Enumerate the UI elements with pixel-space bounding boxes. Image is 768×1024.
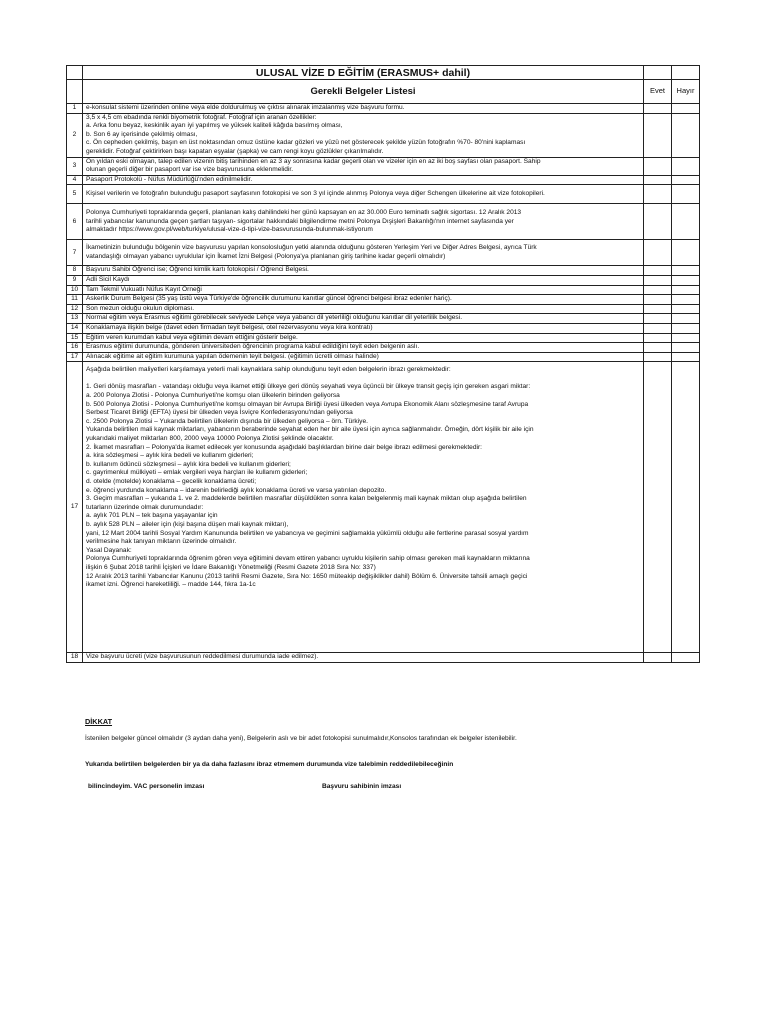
- requirement-line: verilmesine hak tanıyan miktarın üzerinde olmalıdır.: [86, 538, 237, 546]
- requirement-line: b. Son 6 ay içerisinde çekilmiş olması,: [86, 130, 198, 138]
- requirement-line: almaktadır https://www.gov.pl/web/turkiye/ulusal-vize-d-tipi-vize-basvurusunda-bulunmak-istiyorum: [86, 226, 373, 234]
- row-number: 18: [67, 653, 83, 663]
- requirement-line: 2. İkamet masrafları – Polonya'da ikamet edilecek yer konusunda aşağıdaki başlıklardan birine dair belge ibrazı edilmesi gerekmektedir:: [86, 443, 482, 451]
- row-number: 9: [67, 275, 83, 285]
- dikkat-heading: DİKKAT: [85, 717, 113, 726]
- requirement-line: c. 2500 Polonya Zlotisi – Yukarıda belirtilen ülkelerin dışında bir ülkeden geliyorsa – örn. Türkiye.: [86, 417, 368, 425]
- evet-checkbox-cell[interactable]: [644, 323, 672, 333]
- hayir-checkbox-cell[interactable]: [672, 266, 700, 276]
- requirement-line: 3. Geçim masrafları – yukarıda 1. ve 2. maddelerde belirtilen masraflar düşüldükten sonra kalan belgelenmiş mali kaynak miktarı olup aşağıda belirtilen: [86, 495, 527, 503]
- hayir-checkbox-cell[interactable]: [672, 104, 700, 114]
- table-row: [67, 104, 700, 114]
- table-row: [67, 185, 700, 204]
- requirement-line: Yukarıda belirtilen mali kaynak miktarları, yabancının beraberinde seyahat eden her bir aile üyesi için ayrıca sağlanmalıdır. Örneğin, dört kişilik bir aile için: [86, 426, 534, 434]
- evet-checkbox-cell[interactable]: [644, 240, 672, 266]
- hayir-checkbox-cell[interactable]: [672, 175, 700, 185]
- hayir-checkbox-cell[interactable]: [672, 304, 700, 314]
- row-number: 15: [67, 333, 83, 343]
- page-title: ULUSAL VİZE D EĞİTİM (ERASMUS+ dahil): [83, 66, 644, 80]
- requirement-text: [83, 343, 644, 353]
- evet-checkbox-cell[interactable]: [644, 352, 672, 362]
- row-number: 5: [67, 185, 83, 204]
- evet-checkbox-cell[interactable]: [644, 314, 672, 324]
- requirement-line: Konaklamaya ilişkin belge (davet eden firmadan teyit belgesi, otel rezervasyonu veya kira kontratı): [86, 323, 373, 331]
- requirement-line: 12 Aralık 2013 tarihli Yabancılar Kanunu (2013 tarihli Resmi Gazete, Sıra No: 1650 müteakip değişiklikler dahil) Bölüm 6. Üniversite tahsili amaçlı geçici: [86, 572, 528, 580]
- row-number: 3: [67, 157, 83, 175]
- requirement-line: b. aylık 528 PLN – aileler için (kişi başına düşen mali kaynak miktarı),: [86, 520, 289, 528]
- applicant-signature-label: Başvuru sahibinin imzası: [322, 783, 402, 790]
- table-row: [67, 295, 700, 305]
- list-subtitle: Gerekli Belgeler Listesi: [83, 80, 644, 104]
- evet-checkbox-cell[interactable]: [644, 362, 672, 653]
- requirement-text: [83, 185, 644, 204]
- hayir-checkbox-cell[interactable]: [672, 113, 700, 157]
- requirement-line: [86, 375, 640, 384]
- table-row: [67, 314, 700, 324]
- requirement-text: [83, 362, 644, 653]
- requirement-line: c. Ön cepheden çekilmiş, başın en üst noktasından omuz üstüne kadar gözleri ve yüzü net gösterecek şekilde yüzün fotoğrafın %70- 80'nini kaplaması: [86, 139, 526, 147]
- evet-checkbox-cell[interactable]: [644, 185, 672, 204]
- requirement-line: On yıldan eski olmayan, talep edilen vizenin bitiş tarihinden en az 3 ay sonrasına kadar geçerli olan ve vizeler için en az iki boş sayfası olan pasaport. Sahip: [86, 157, 541, 165]
- requirement-line: a. kira sözleşmesi – aylık kira bedeli ve kullanım giderleri;: [86, 452, 254, 460]
- requirement-line: Başvuru Sahibi Öğrenci ise; Öğrenci kimlik kartı fotokopisi / Öğrenci Belgesi.: [86, 266, 309, 274]
- vac-signature-label: bilincindeyim. VAC personelin imzası: [88, 783, 205, 790]
- hayir-checkbox-cell[interactable]: [672, 352, 700, 362]
- row-number: 4: [67, 175, 83, 185]
- requirement-line: tutarların üzerinde olmak durumundadır:: [86, 503, 204, 511]
- requirement-text: [83, 240, 644, 266]
- requirement-line: Tam Tekmil Vukuatlı Nüfus Kayıt Örneği: [86, 285, 202, 293]
- requirement-text: [83, 653, 644, 663]
- requirement-text: [83, 323, 644, 333]
- title-row: [67, 66, 700, 80]
- requirement-text: [83, 275, 644, 285]
- requirement-text: [83, 295, 644, 305]
- hayir-checkbox-cell[interactable]: [672, 185, 700, 204]
- row-number: 16: [67, 343, 83, 353]
- row-number: 8: [67, 266, 83, 276]
- requirement-line: Aşağıda belirtilen maliyetleri karşılamaya yeterli mali kaynaklara sahip olunduğunu teyit eden belgelerin ibrazı gerekmektedir:: [86, 366, 451, 374]
- requirement-text: [83, 285, 644, 295]
- requirement-line: 1. Geri dönüş masrafları - vatandaşı olduğu veya ikamet ettiği ülkeye geri dönüş seyahati veya üçüncü bir ülkeye transit geçiş için gereken asgari miktar:: [86, 383, 531, 391]
- column-header-evet: Evet: [644, 80, 672, 104]
- hayir-checkbox-cell[interactable]: [672, 323, 700, 333]
- requirement-line: b. kullanım ödüncü sözleşmesi – aylık kira bedeli ve kullanım giderleri;: [86, 460, 291, 468]
- requirement-line: Vize başvuru ücreti (vize başvurusunun reddedilmesi durumunda iade edilmez).: [86, 653, 319, 661]
- hayir-checkbox-cell[interactable]: [672, 285, 700, 295]
- header-row: [67, 80, 700, 104]
- evet-checkbox-cell[interactable]: [644, 104, 672, 114]
- requirement-line: b. 500 Polonya Zlotisi - Polonya Cumhuriyeti'ne komşu olmayan bir Avrupa Birliği üyesi ülkeden veya Avrupa Ekonomik Alanı sözleşmesine taraf Avrupa: [86, 400, 529, 408]
- declaration-line: Yukarıda belirtilen belgelerden bir ya da daha fazlasını ibraz etmemem durumunda vize talebimin reddedilebileceğinin: [85, 761, 454, 768]
- table-row: [67, 343, 700, 353]
- requirement-line: 3,5 x 4,5 cm ebadında renkli biyometrik fotoğraf. Fotoğraf için aranan özellikler:: [86, 113, 317, 121]
- table-row: [67, 352, 700, 362]
- requirement-line: Alınacak eğitime ait eğitim kurumuna yapılan ödemenin teyit belgesi. (eğitimin ücretli olması halinde): [86, 352, 379, 360]
- requirement-line: olunan geçerli diğer bir pasaport var ise vize başvurusuna eklenmelidir.: [86, 166, 294, 174]
- evet-checkbox-cell[interactable]: [644, 113, 672, 157]
- hayir-checkbox-cell[interactable]: [672, 204, 700, 240]
- evet-checkbox-cell[interactable]: [644, 295, 672, 305]
- hayir-checkbox-cell[interactable]: [672, 314, 700, 324]
- row-number: 10: [67, 285, 83, 295]
- requirement-line: Yasal Dayanak:: [86, 546, 132, 554]
- requirement-line: yukarıdaki maliyet miktarları 800, 2000 veya 10000 Polonya Zlotisi şeklinde olacaktır.: [86, 435, 334, 443]
- row-number: 1: [67, 104, 83, 114]
- table-row: [67, 304, 700, 314]
- row-number: 13: [67, 314, 83, 324]
- requirement-text: [83, 333, 644, 343]
- column-header-hayir: Hayır: [672, 80, 700, 104]
- table-row: [67, 285, 700, 295]
- hayir-checkbox-cell[interactable]: [672, 333, 700, 343]
- table-row: [67, 240, 700, 266]
- requirement-line: Son mezun olduğu okulun diploması.: [86, 304, 195, 312]
- requirement-line: a. 200 Polonya Zlotisi - Polonya Cumhuriyeti'ne komşu olan ülkelerin birinden geliyorsa: [86, 392, 340, 400]
- requirement-line: gereklidir. Fotoğraf çektirirken başı kapatan eşyalar (şapka) ve cam rengi koyu gözlükler çıkarılmalıdır.: [86, 147, 384, 155]
- evet-checkbox-cell[interactable]: [644, 304, 672, 314]
- requirement-line: d. otelde (motelde) konaklama – gecelik konaklama ücreti;: [86, 478, 257, 485]
- required-documents-table: [66, 65, 700, 663]
- requirement-line: Adli Sicil Kaydı: [86, 275, 130, 283]
- requirement-line: Serbest Ticaret Birliği (EFTA) üyesi bir ülkeden veya İsviçre Konfederasyonu'ndan geliyorsa: [86, 409, 353, 417]
- requirement-line: Pasaport Protokolü - Nüfus Müdürlüğü'nden edinilmelidir.: [86, 175, 253, 183]
- requirement-line: a. Arka fonu beyaz, keskinlik ayarı iyi yapılmış ve yüksek kaliteli kâğıda basılmış olması,: [86, 122, 343, 130]
- evet-checkbox-cell[interactable]: [644, 285, 672, 295]
- table-row: [67, 157, 700, 175]
- hayir-checkbox-cell[interactable]: [672, 275, 700, 285]
- row-number: 11: [67, 295, 83, 305]
- table-row: [67, 653, 700, 663]
- table-row: [67, 175, 700, 185]
- evet-checkbox-cell[interactable]: [644, 175, 672, 185]
- requirement-text: [83, 104, 644, 114]
- requirement-line: ikamet izni. Öğrenci hareketliliği. – madde 144, fıkra 1a-1c: [86, 581, 256, 589]
- evet-checkbox-cell[interactable]: [644, 333, 672, 343]
- evet-checkbox-cell[interactable]: [644, 343, 672, 353]
- table-row: [67, 275, 700, 285]
- table-row: [67, 362, 700, 653]
- requirement-line: tarihli yabancılar kanununda geçen şartları taşıyan- sigortalar hakkındaki bilgilendirme metni Polonya Dışişleri Bakanlığı'nın internet sayfasında yer: [86, 217, 514, 225]
- evet-checkbox-cell[interactable]: [644, 204, 672, 240]
- table-row: [67, 113, 700, 157]
- evet-checkbox-cell[interactable]: [644, 157, 672, 175]
- evet-checkbox-cell[interactable]: [644, 275, 672, 285]
- requirement-line: c. gayrimenkul mülkiyeti – emlak vergileri veya harçları ile kullanım giderleri;: [86, 469, 308, 477]
- requirement-line: Eğitim veren kurumdan kabul veya eğitimin devam ettiğini gösterir belge.: [86, 333, 298, 341]
- requirement-line: e-konsulat sistemi üzerinden online veya elde doldurulmuş ve çıktısı alınarak imzalanmış vize başvuru formu.: [86, 104, 405, 111]
- requirement-text: [83, 204, 644, 240]
- requirement-line: Askerlik Durum Belgesi (35 yaş üstü veya Türkiye'de öğrencilik durumunu kanıtlar güncel öğrenci belgesi ibraz edenler hariç).: [86, 295, 452, 303]
- table-row: [67, 266, 700, 276]
- hayir-checkbox-cell[interactable]: [672, 362, 700, 653]
- requirement-line: Polonya Cumhuriyeti topraklarında geçerli, planlanan kalış dahilindeki her günü kapsayan en az 30.000 Euro teminatlı sağlık sigortası. 12 Aralık 2013: [86, 208, 522, 216]
- requirement-line: Normal eğitim veya Erasmus eğitimi görebilecek seviyede Lehçe veya yabancı dil yeterliliği olduğunu kanıtlar dil yeterlilik belgesi.: [86, 314, 463, 322]
- requirement-line: e. öğrenci yurdunda konaklama – idarenin belirlediği aylık konaklama ücreti ve varsa yatırılan depozito.: [86, 486, 387, 494]
- requirement-text: [83, 266, 644, 276]
- notice-line: İstenilen belgeler güncel olmalıdır (3 aydan daha yeni), Belgelerin aslı ve bir adet fotokopisi sunulmalıdır,Konsolos tarafından ek belgeler istenilebilir.: [85, 735, 517, 742]
- requirement-line: a. aylık 701 PLN – tek başına yaşayanlar için: [86, 512, 218, 520]
- hayir-checkbox-cell[interactable]: [672, 295, 700, 305]
- requirement-text: [83, 113, 644, 157]
- evet-checkbox-cell[interactable]: [644, 266, 672, 276]
- row-number: 2: [67, 113, 83, 157]
- hayir-checkbox-cell[interactable]: [672, 157, 700, 175]
- requirement-line: İkametinizin bulunduğu bölgenin vize başvurusu yapılan konsolosluğun yetki alanında olduğunu gösteren Yerleşim Yeri ve Diğer Adres Belgesi, ayrıca Türk: [86, 244, 537, 252]
- requirement-text: [83, 175, 644, 185]
- row-number: 7: [67, 240, 83, 266]
- requirement-line: Erasmus eğitimi durumunda, gönderen üniversiteden öğrencinin programa kabul edildiğini teyit eden belgenin aslı.: [86, 343, 420, 351]
- evet-checkbox-cell[interactable]: [644, 653, 672, 663]
- row-number: 12: [67, 304, 83, 314]
- row-number: 14: [67, 323, 83, 333]
- hayir-checkbox-cell[interactable]: [672, 653, 700, 663]
- table-row: [67, 204, 700, 240]
- row-number: 17: [67, 362, 83, 653]
- requirement-text: [83, 352, 644, 362]
- row-number: 6: [67, 204, 83, 240]
- requirement-line: yani, 12 Mart 2004 tarihli Sosyal Yardım Kanununda belirtilen ve yabancıya ve geçimini sağlamakla yükümlü olduğu aile fertlerine parasal sosyal yardım: [86, 529, 529, 537]
- hayir-checkbox-cell[interactable]: [672, 240, 700, 266]
- table-row: [67, 323, 700, 333]
- requirement-line: ilişkin 6 Şubat 2018 tarihli İçişleri ve İdare Bakanlığı Yönetmeliği (Resmi Gazete 2018 Sıra No: 337): [86, 563, 376, 571]
- requirement-text: [83, 314, 644, 324]
- requirement-line: Polonya Cumhuriyeti topraklarında öğrenim gören veya eğitimini devam ettiren yabancı uyruklu kişilerin sahip olması gereken mali kaynakların miktarına: [86, 555, 530, 563]
- requirement-line: Kişisel verilerin ve fotoğrafın bulunduğu pasaport sayfasının fotokopisi ve son 3 yıl içinde alınmış Polonya veya diğer Schengen ülkelerine ait vize fotokopileri.: [86, 190, 545, 198]
- table-row: [67, 333, 700, 343]
- hayir-checkbox-cell[interactable]: [672, 343, 700, 353]
- requirement-text: [83, 304, 644, 314]
- row-number: 17: [67, 352, 83, 362]
- requirement-line: vatandaşlığı olmayan yabancı uyruklular için İkamet İzni Belgesi (Polonya'ya planlanan giriş tarihine kadar geçerli olmalıdır): [86, 252, 446, 260]
- requirement-text: [83, 157, 644, 175]
